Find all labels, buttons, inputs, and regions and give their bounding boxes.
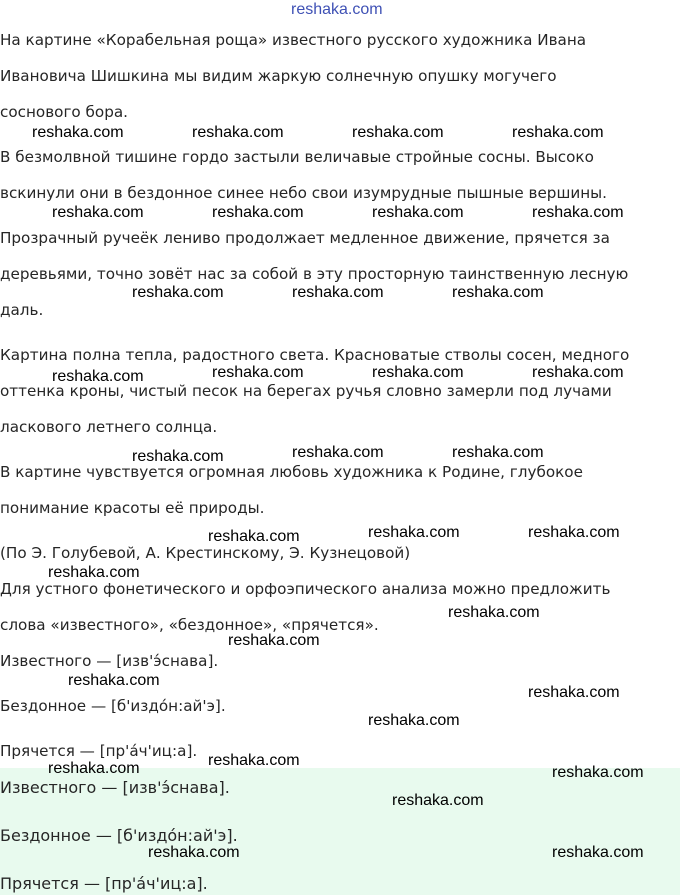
watermark: reshaka.com [392, 792, 484, 809]
watermark: reshaka.com [552, 844, 644, 861]
watermark: reshaka.com [372, 364, 464, 381]
text-line: На картине «Корабельная роща» известного русского художника Ивана [0, 31, 587, 49]
watermark: reshaka.com [372, 204, 464, 221]
watermark: reshaka.com [48, 760, 140, 777]
text-line: деревьями, точно зовёт нас за собой в эту просторную таинственную лесную [0, 265, 629, 283]
text-line: Прозрачный ручеёк лениво продолжает медленное движение, прячется за [0, 229, 610, 247]
watermark: reshaka.com [452, 284, 544, 301]
answer-box [0, 768, 680, 895]
answer-line: Бездонное — [б'издо́н:ай'э]. [0, 826, 238, 845]
text-line: Картина полна тепла, радостного света. Красноватые стволы сосен, медного [0, 346, 630, 364]
text-line: слова «известного», «бездонное», «прячется». [0, 616, 379, 634]
watermark: reshaka.com [148, 844, 240, 861]
watermark: reshaka.com [532, 364, 624, 381]
watermark: reshaka.com [528, 684, 620, 701]
watermark: reshaka.com [292, 444, 384, 461]
watermark: reshaka.com [448, 604, 540, 621]
watermark: reshaka.com [32, 124, 124, 141]
citation-line: (По Э. Голубевой, А. Крестинскому, Э. Кузнецовой) [0, 544, 411, 562]
watermark: reshaka.com [68, 672, 160, 689]
text-line: вскинули они в бездонное синее небо свои изумрудные пышные вершины. [0, 184, 607, 202]
text-line: Ивановича Шишкина мы видим жаркую солнечную опушку могучего [0, 67, 557, 85]
watermark: reshaka.com [528, 524, 620, 541]
text-line: В безмолвной тишине гордо застыли величавые стройные сосны. Высоко [0, 148, 594, 166]
text-line: соснового бора. [0, 103, 128, 121]
watermark: reshaka.com [52, 204, 144, 221]
transcription-line: Прячется — [пр'а́ч'иц:а]. [0, 742, 198, 760]
watermark: reshaka.com [208, 752, 300, 769]
watermark: reshaka.com [368, 712, 460, 729]
text-line: понимание красоты её природы. [0, 499, 265, 517]
watermark: reshaka.com [192, 124, 284, 141]
watermark: reshaka.com [208, 528, 300, 545]
watermark: reshaka.com [48, 564, 140, 581]
watermark: reshaka.com [132, 284, 224, 301]
text-line: оттенка кроны, чистый песок на берегах ручья словно замерли под лучами [0, 382, 612, 400]
watermark: reshaka.com [368, 524, 460, 541]
watermark: reshaka.com [532, 204, 624, 221]
site-title[interactable]: reshaka.com [291, 1, 383, 18]
text-line: В картине чувствуется огромная любовь художника к Родине, глубокое [0, 463, 583, 481]
answer-line: Прячется — [пр'а́ч'иц:а]. [0, 874, 208, 893]
transcription-line: Известного — [изв'э́снава]. [0, 652, 219, 670]
watermark: reshaka.com [212, 364, 304, 381]
transcription-line: Бездонное — [б'издо́н:ай'э]. [0, 697, 226, 715]
watermark: reshaka.com [228, 632, 320, 649]
text-line: ласкового летнего солнца. [0, 418, 218, 436]
answer-line: Известного — [изв'э́снава]. [0, 778, 230, 797]
watermark: reshaka.com [212, 204, 304, 221]
watermark: reshaka.com [52, 368, 144, 385]
text-line: даль. [0, 301, 44, 319]
watermark: reshaka.com [452, 444, 544, 461]
watermark: reshaka.com [352, 124, 444, 141]
watermark: reshaka.com [132, 448, 224, 465]
text-line: Для устного фонетического и орфоэпического анализа можно предложить [0, 580, 611, 598]
watermark: reshaka.com [552, 764, 644, 781]
watermark: reshaka.com [512, 124, 604, 141]
watermark: reshaka.com [292, 284, 384, 301]
